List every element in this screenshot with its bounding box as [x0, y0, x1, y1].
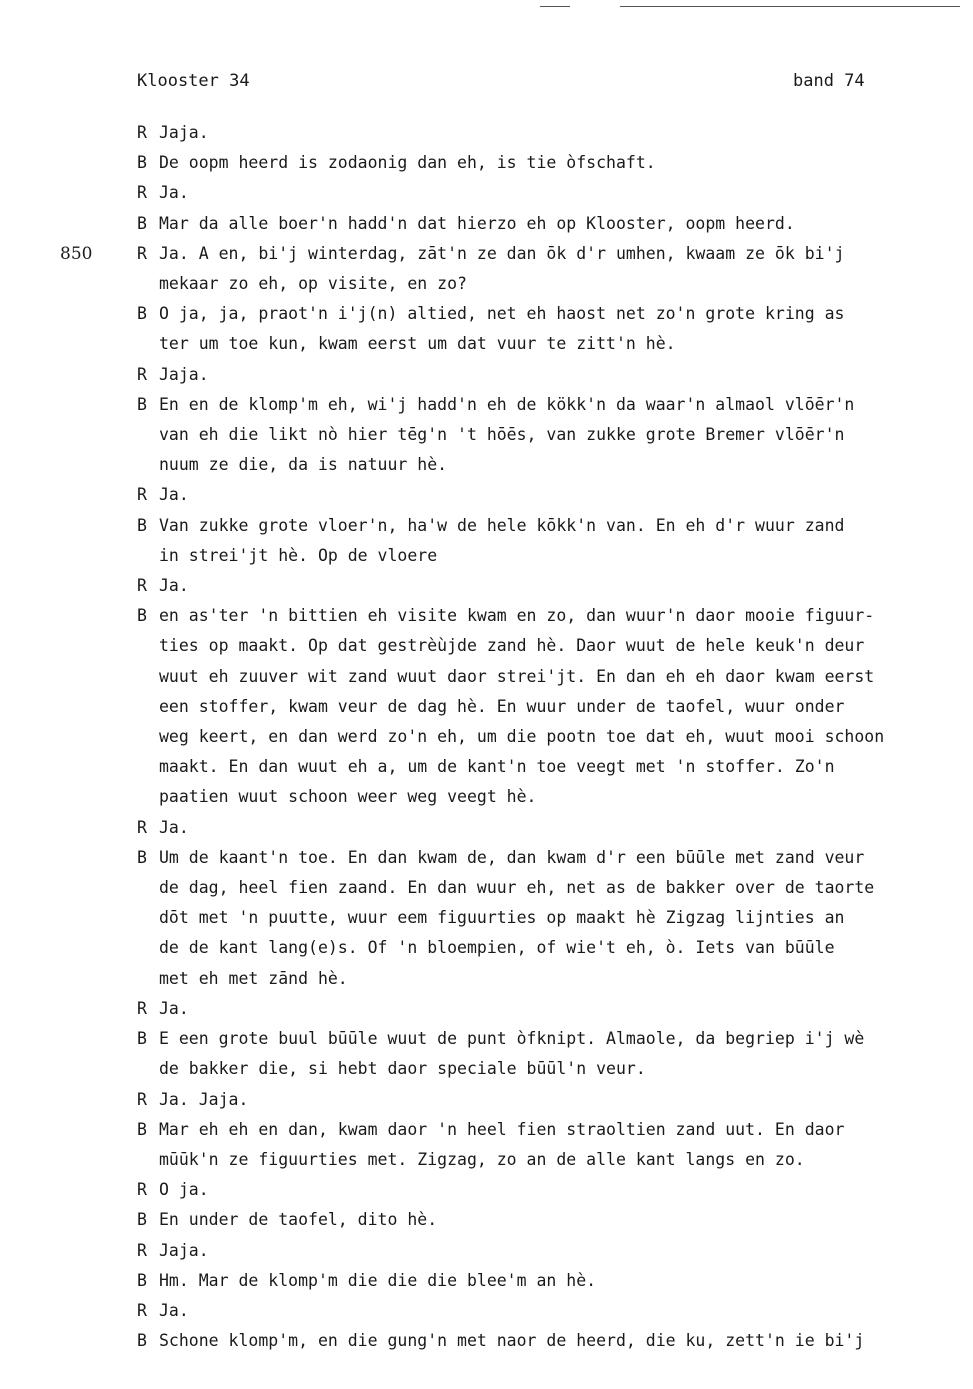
utterance-text: ties op maakt. Op dat gestrèùjde zand hè. Daor wuut de hele keuk'n deur [159, 636, 865, 656]
utterance-text: Jaja. [159, 364, 209, 384]
speaker-label: R [137, 998, 147, 1018]
utterance-text: van eh die likt nò hier tēg'n 't hōēs, van zukke grote Bremer vlōēr'n [159, 425, 845, 445]
transcript-turn [137, 994, 967, 1024]
utterance-text: Mar eh eh en dan, kwam daor 'n heel fien straoltien zand uut. En daor [159, 1119, 845, 1139]
transcript-continuation [137, 450, 967, 480]
utterance-text: Mar da alle boer'n hadd'n dat hierzo eh op Klooster, oopm heerd. [159, 213, 795, 233]
speaker-label: B [137, 304, 147, 324]
utterance-text: Ja. [159, 183, 189, 203]
utterance-text: maakt. En dan wuut eh a, um de kant'n toe veegt met 'n stoffer. Zo'n [159, 757, 835, 777]
utterance-text: Ja. [159, 998, 189, 1018]
utterance-text: Ja. [159, 817, 189, 837]
top-edge-rule [620, 6, 960, 7]
speaker-label: B [137, 1331, 147, 1351]
transcript-turn [137, 1085, 967, 1115]
utterance-text: E een grote buul būūle wuut de punt òfknipt. Almaole, da begriep i'j wè [159, 1029, 865, 1049]
utterance-text: weg keert, en dan werd zo'n eh, um die pootn toe dat eh, wuut mooi schoon [159, 727, 885, 747]
speaker-label: R [137, 576, 147, 596]
speaker-label: B [137, 213, 147, 233]
utterance-text: en as'ter 'n bittien eh visite kwam en zo, dan wuur'n daor mooie figuur- [159, 606, 875, 626]
utterance-text: Ja. [159, 1300, 189, 1320]
speaker-label: R [137, 1089, 147, 1109]
utterance-text: paatien wuut schoon weer weg veegt hè. [159, 787, 537, 807]
utterance-text: een stoffer, kwam veur de dag hè. En wuur under de taofel, wuur onder [159, 696, 845, 716]
utterance-text: Ja. Jaja. [159, 1089, 249, 1109]
utterance-text: Jaja. [159, 1240, 209, 1260]
speaker-label: R [137, 364, 147, 384]
speaker-label: R [137, 817, 147, 837]
transcript-turn [137, 239, 967, 269]
transcript-continuation [137, 269, 967, 299]
utterance-text: Hm. Mar de klomp'm die die die blee'm an hè. [159, 1270, 597, 1290]
utterance-text: de bakker die, si hebt daor speciale būūl'n veur. [159, 1059, 646, 1079]
transcript-turn [137, 1205, 967, 1235]
utterance-text: De oopm heerd is zodaonig dan eh, is tie òfschaft. [159, 153, 656, 173]
transcript-continuation [137, 873, 967, 903]
transcript-turn [137, 148, 967, 178]
speaker-label: B [137, 1270, 147, 1290]
transcript-body [137, 118, 967, 1356]
utterance-text: ter um toe kun, kwam eerst um dat vuur te zitt'n hè. [159, 334, 676, 354]
utterance-text: de de kant lang(e)s. Of 'n bloempien, of wie't eh, ò. Iets van būūle [159, 938, 835, 958]
transcript-turn [137, 390, 967, 420]
speaker-label: R [137, 1300, 147, 1320]
transcript-continuation [137, 1145, 967, 1175]
utterance-text: met eh met zānd hè. [159, 968, 348, 988]
transcript-continuation [137, 631, 967, 661]
utterance-text: En en de klomp'm eh, wi'j hadd'n eh de kökk'n da waar'n almaol vlōēr'n [159, 394, 855, 414]
utterance-text: O ja. [159, 1180, 209, 1200]
transcript-turn [137, 601, 967, 631]
transcript-continuation [137, 420, 967, 450]
speaker-label: R [137, 1240, 147, 1260]
transcript-turn [137, 1115, 967, 1145]
transcript-turn [137, 209, 967, 239]
transcript-continuation [137, 329, 967, 359]
transcript-turn [137, 1266, 967, 1296]
transcript-turn [137, 480, 967, 510]
speaker-label: R [137, 183, 147, 203]
transcript-turn [137, 843, 967, 873]
utterance-text: de dag, heel fien zaand. En dan wuur eh, net as de bakker over de taorte [159, 878, 875, 898]
speaker-label: R [137, 243, 147, 263]
utterance-text: dōt met 'n puutte, wuur eem figuurties op maakt hè Zigzag lijnties an [159, 908, 845, 928]
transcript-turn [137, 511, 967, 541]
utterance-text: in strei'jt hè. Op de vloere [159, 545, 438, 565]
utterance-text: nuum ze die, da is natuur hè. [159, 455, 448, 475]
transcript-turn [137, 813, 967, 843]
transcript-continuation [137, 782, 967, 812]
utterance-text: Ja. [159, 576, 189, 596]
speaker-label: B [137, 1029, 147, 1049]
speaker-label: B [137, 606, 147, 626]
utterance-text: mekaar zo eh, op visite, en zo? [159, 274, 467, 294]
transcript-continuation [137, 1054, 967, 1084]
speaker-label: R [137, 123, 147, 142]
transcript-continuation [137, 541, 967, 571]
document-title: Klooster 34 [137, 71, 250, 91]
speaker-label: R [137, 485, 147, 505]
speaker-label: B [137, 847, 147, 867]
speaker-label: B [137, 1119, 147, 1139]
transcript-turn [137, 360, 967, 390]
transcript-turn [137, 1296, 967, 1326]
transcript-continuation [137, 933, 967, 963]
transcript-continuation [137, 692, 967, 722]
utterance-text: En under de taofel, dito hè. [159, 1210, 438, 1230]
transcript-continuation [137, 964, 967, 994]
speaker-label: B [137, 1210, 147, 1230]
transcript-turn [137, 299, 967, 329]
speaker-label: B [137, 394, 147, 414]
transcript-turn [137, 1236, 967, 1266]
transcript-continuation [137, 662, 967, 692]
utterance-text: Ja. [159, 485, 189, 505]
transcript-turn [137, 118, 967, 148]
utterance-text: Schone klomp'm, en die gung'n met naor de heerd, die ku, zett'n ie bi'j [159, 1331, 865, 1351]
utterance-text: Van zukke grote vloer'n, ha'w de hele kōkk'n van. En eh d'r wuur zand [159, 515, 845, 535]
utterance-text: O ja, ja, praot'n i'j(n) altied, net eh haost net zo'n grote kring as [159, 304, 845, 324]
speaker-label: R [137, 1180, 147, 1200]
transcript-turn [137, 1024, 967, 1054]
transcript-continuation [137, 722, 967, 752]
speaker-label: B [137, 153, 147, 173]
utterance-text: Jaja. [159, 123, 209, 142]
tape-number: band 74 [793, 71, 865, 91]
margin-line-number: 850 [60, 244, 93, 264]
utterance-text: wuut eh zuuver wit zand wuut daor strei'jt. En dan eh eh daor kwam eerst [159, 666, 875, 686]
utterance-text: Um de kaant'n toe. En dan kwam de, dan kwam d'r een būūle met zand veur [159, 847, 865, 867]
transcript-turn [137, 1175, 967, 1205]
utterance-text: Ja. A en, bi'j winterdag, zāt'n ze dan ōk d'r umhen, kwaam ze ōk bi'j [159, 243, 845, 263]
utterance-text: mūūk'n ze figuurties met. Zigzag, zo an de alle kant langs en zo. [159, 1149, 805, 1169]
speaker-label: B [137, 515, 147, 535]
top-edge-rule [540, 6, 570, 7]
transcript-turn [137, 571, 967, 601]
transcript-continuation [137, 903, 967, 933]
transcript-turn [137, 178, 967, 208]
transcript-continuation [137, 752, 967, 782]
transcript-turn [137, 1326, 967, 1356]
